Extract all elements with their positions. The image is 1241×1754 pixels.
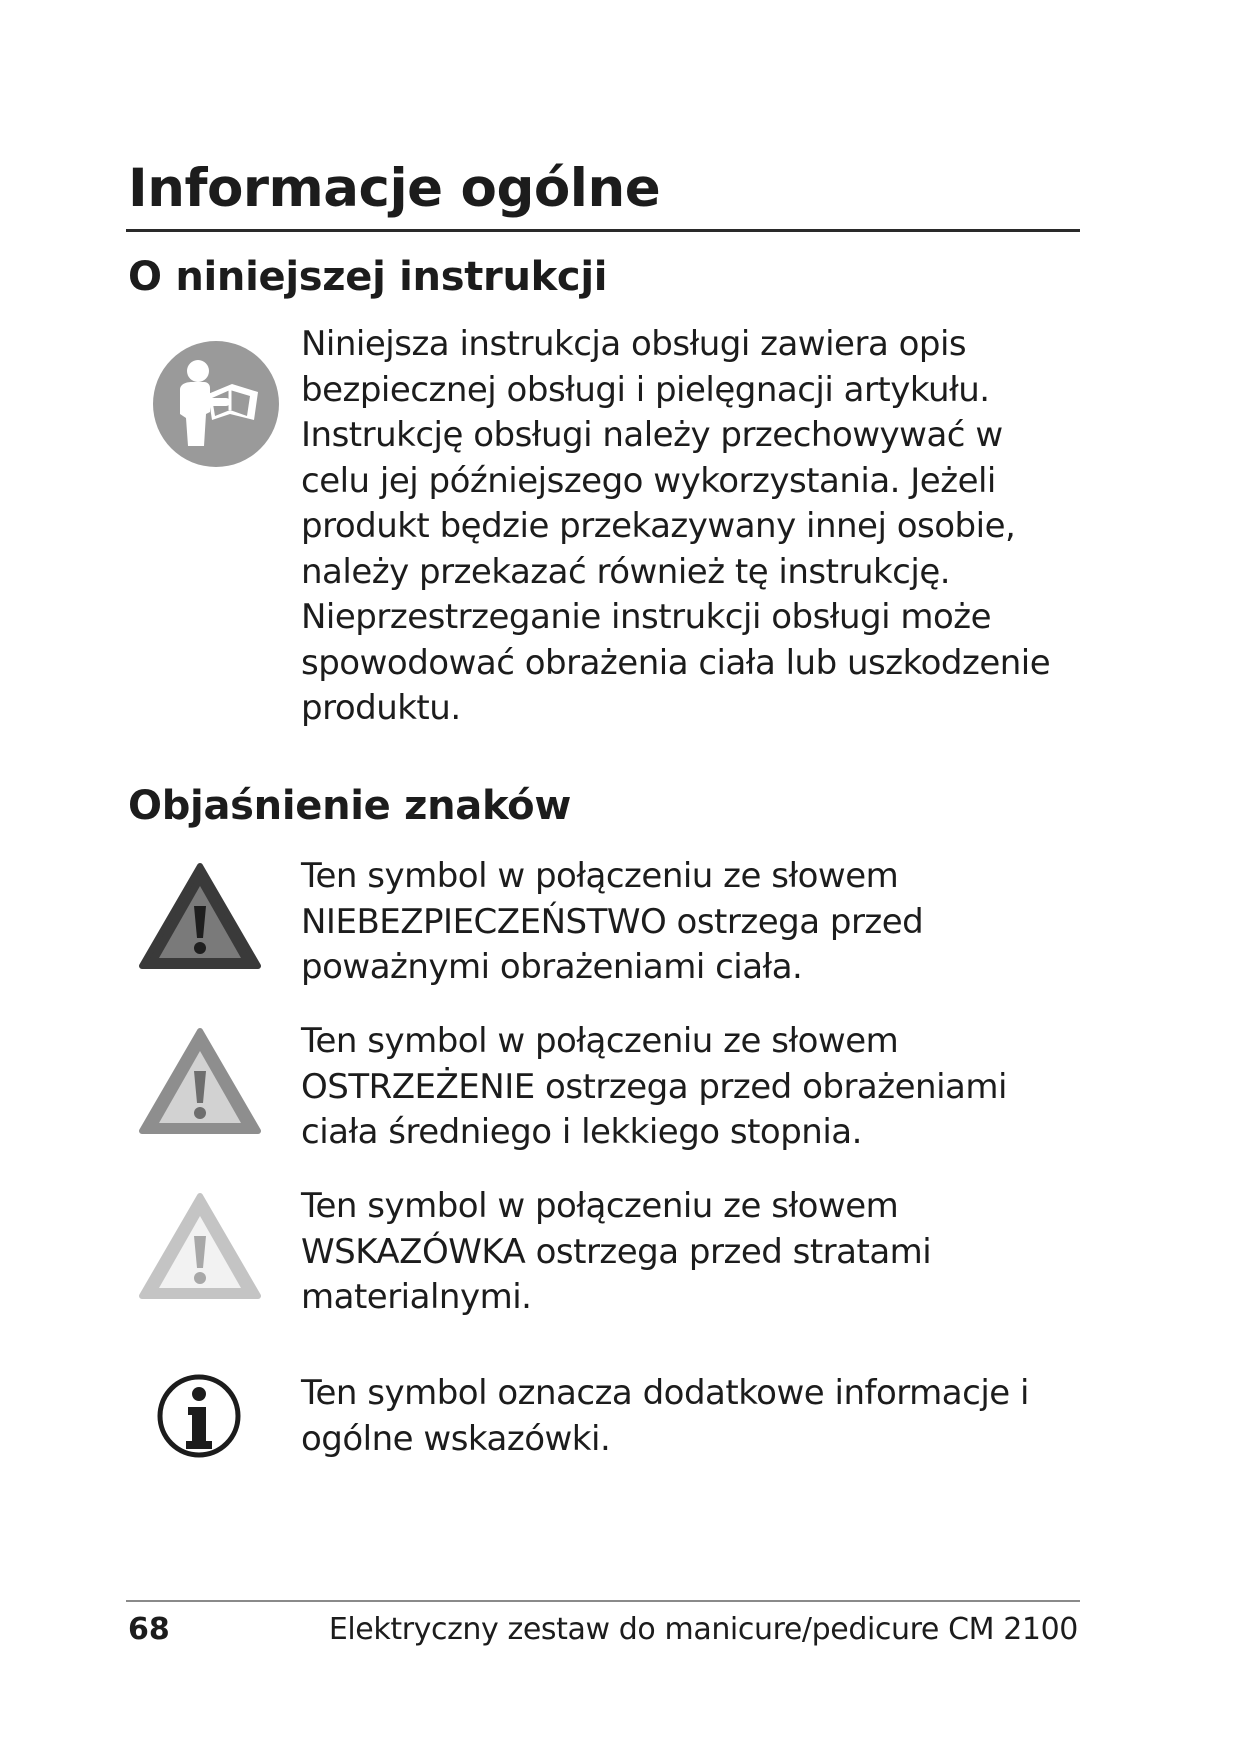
danger-symbol-text: Ten symbol w połączeniu ze słowem NIEBEZPIECZEŃSTWO ostrzega przed poważnymi obrażeniami ciała. (301, 856, 924, 987)
page-title: Informacje ogólne (128, 158, 661, 219)
page-number: 68 (128, 1612, 170, 1647)
caution-triangle-icon (138, 1192, 262, 1302)
danger-warning-triangle-icon (138, 862, 262, 972)
read-manual-icon (150, 338, 282, 470)
section-title-about-manual: O niniejszej instrukcji (128, 254, 608, 300)
footer-divider (126, 1600, 1080, 1602)
caution-symbol-text: Ten symbol w połączeniu ze słowem WSKAZÓWKA ostrzega przed stratami materialnymi. (301, 1186, 932, 1317)
footer-product-title: Elektryczny zestaw do manicure/pedicure CM 2100 (328, 1612, 1078, 1647)
warning-symbol-text: Ten symbol w połączeniu ze słowem OSTRZEŻENIE ostrzega przed obrażeniami ciała średniego i lekkiego stopnia. (301, 1021, 1007, 1152)
warning-triangle-icon (138, 1027, 262, 1137)
info-symbol-text: Ten symbol oznacza dodatkowe informacje i ogólne wskazówki. (301, 1373, 1029, 1459)
info-icon (156, 1373, 242, 1459)
title-divider (126, 229, 1080, 232)
about-manual-text: Niniejsza instrukcja obsługi zawiera opis bezpiecznej obsługi i pielęgnacji artykułu. Instrukcję obsługi należy przechowywać w celu jej późniejszego wykorzystania. Jeżeli produkt będzie przekazywany innej osobie, należy przekazać również tę instrukcję. Nieprzestrzeganie instrukcji obsługi może spowodować obrażenia ciała lub uszkodzenie produktu. (301, 324, 1051, 728)
section-title-symbols: Objaśnienie znaków (128, 783, 572, 829)
